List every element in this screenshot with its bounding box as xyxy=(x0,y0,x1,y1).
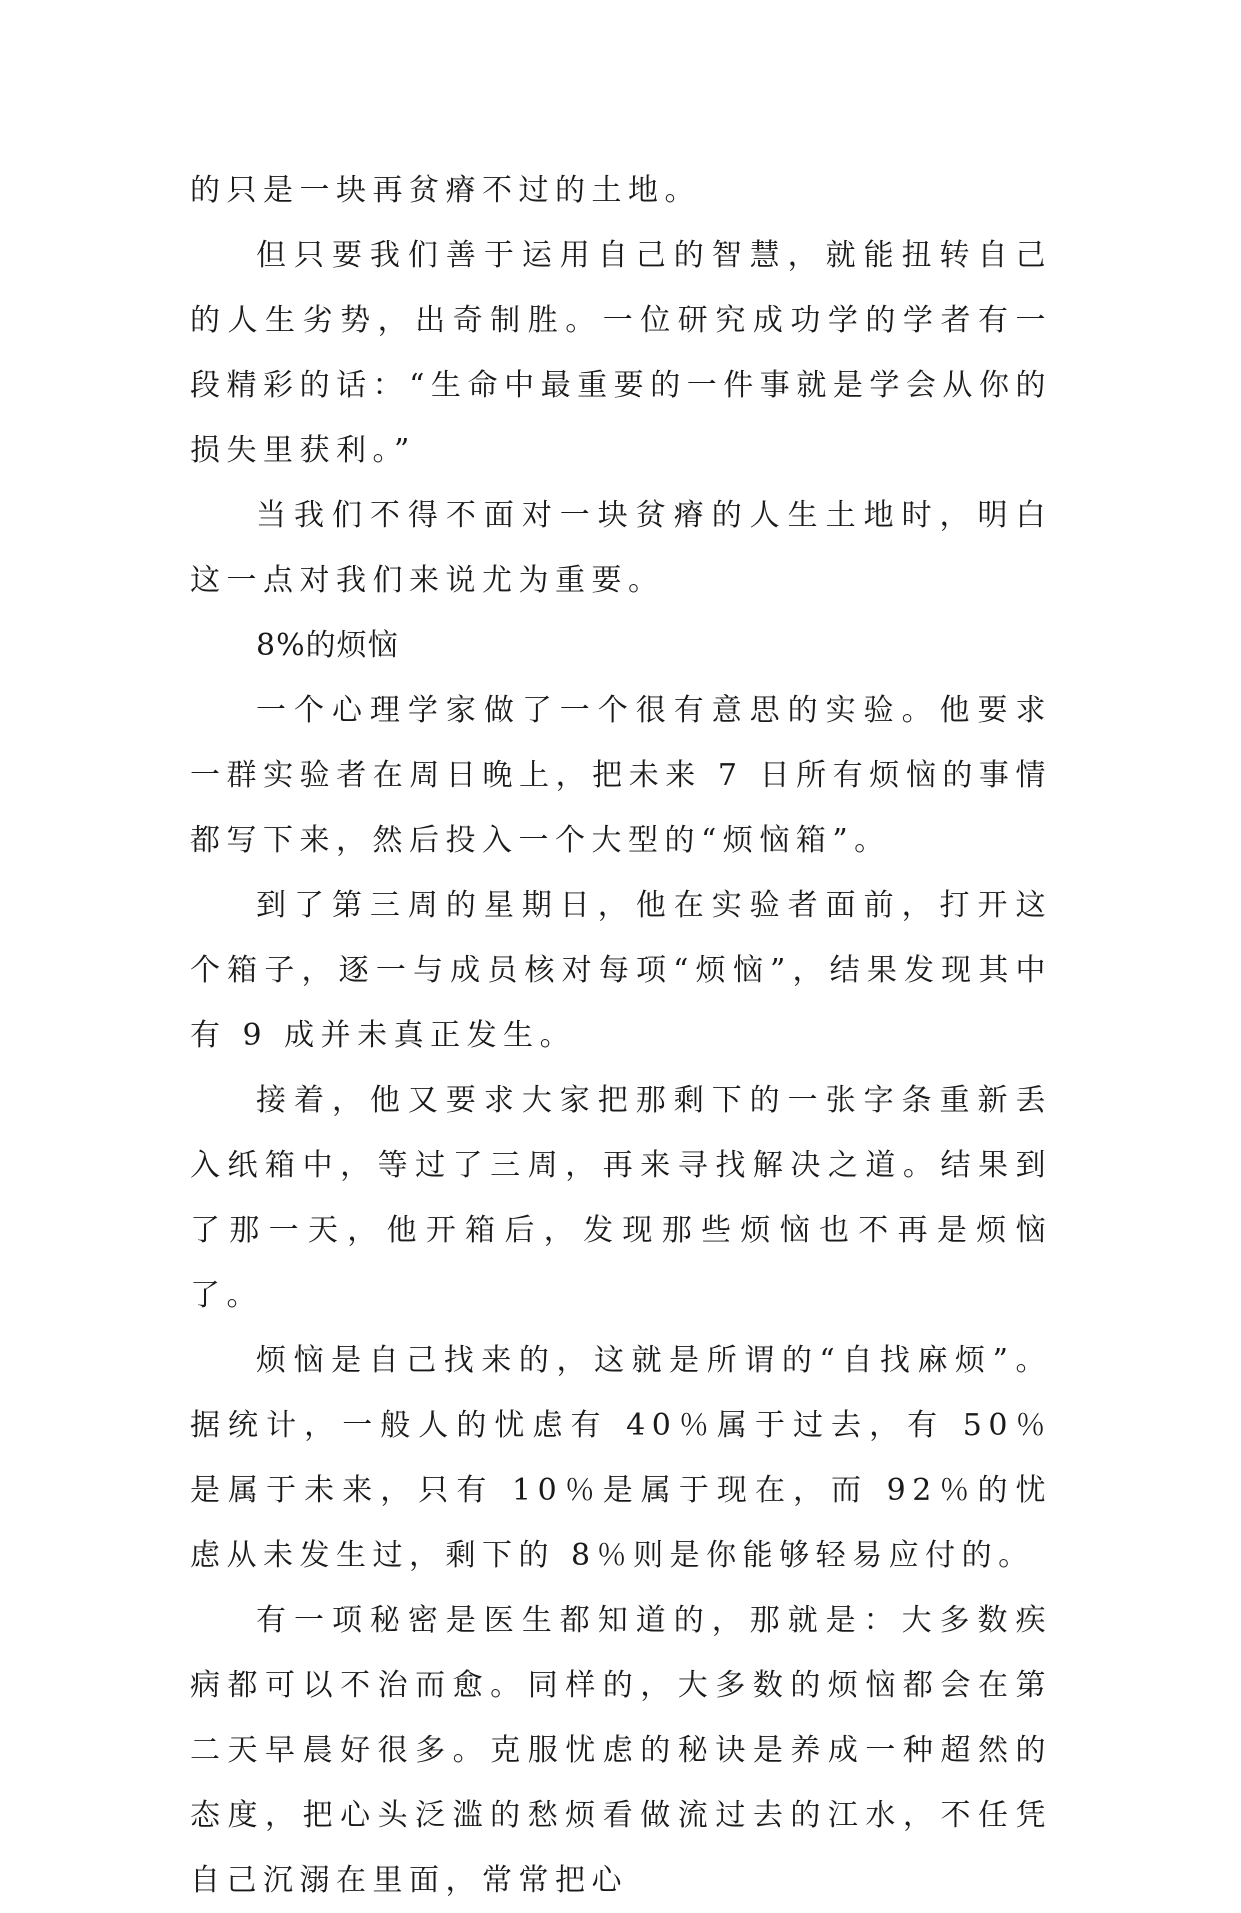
paragraph-9: 有一项秘密是医生都知道的，那就是：大多数疾病都可以不治而愈。同样的，大多数的烦恼都会在第二天早晨好很多。克服忧虑的秘诀是养成一种超然的态度，把心头泛滥的愁烦看做流过去的江水，不任凭自己沉溺在里面，常常把心 xyxy=(190,1603,1052,1898)
paragraph-6: 到了第三周的星期日，他在实验者面前，打开这个箱子，逐一与成员核对每项“烦恼”，结果发现其中有 9 成并未真正发生。 xyxy=(190,888,1052,1053)
section-heading: 8%的烦恼 xyxy=(256,628,399,663)
paragraph-7: 接着，他又要求大家把那剩下的一张字条重新丢入纸箱中，等过了三周，再来寻找解决之道。结果到了那一天，他开箱后，发现那些烦恼也不再是烦恼了。 xyxy=(190,1083,1052,1313)
paragraph-1: 的只是一块再贫瘠不过的土地。 xyxy=(190,173,701,208)
paragraph-3: 当我们不得不面对一块贫瘠的人生土地时，明白这一点对我们来说尤为重要。 xyxy=(190,498,1052,598)
paragraph-8: 烦恼是自己找来的，这就是所谓的“自找麻烦”。据统计，一般人的忧虑有 40％属于过去，有 50％是属于未来，只有 10％是属于现在，而 92％的忧虑从未发生过，剩下的 8％则是你能够轻易应付的。 xyxy=(190,1343,1052,1573)
paragraph-5: 一个心理学家做了一个很有意思的实验。他要求一群实验者在周日晚上，把未来 7 日所有烦恼的事情都写下来，然后投入一个大型的“烦恼箱”。 xyxy=(190,693,1052,858)
paragraph-2: 但只要我们善于运用自己的智慧，就能扭转自己的人生劣势，出奇制胜。一位研究成功学的学者有一段精彩的话：“生命中最重要的一件事就是学会从你的损失里获利。” xyxy=(190,238,1052,468)
document-page xyxy=(190,158,1052,1913)
